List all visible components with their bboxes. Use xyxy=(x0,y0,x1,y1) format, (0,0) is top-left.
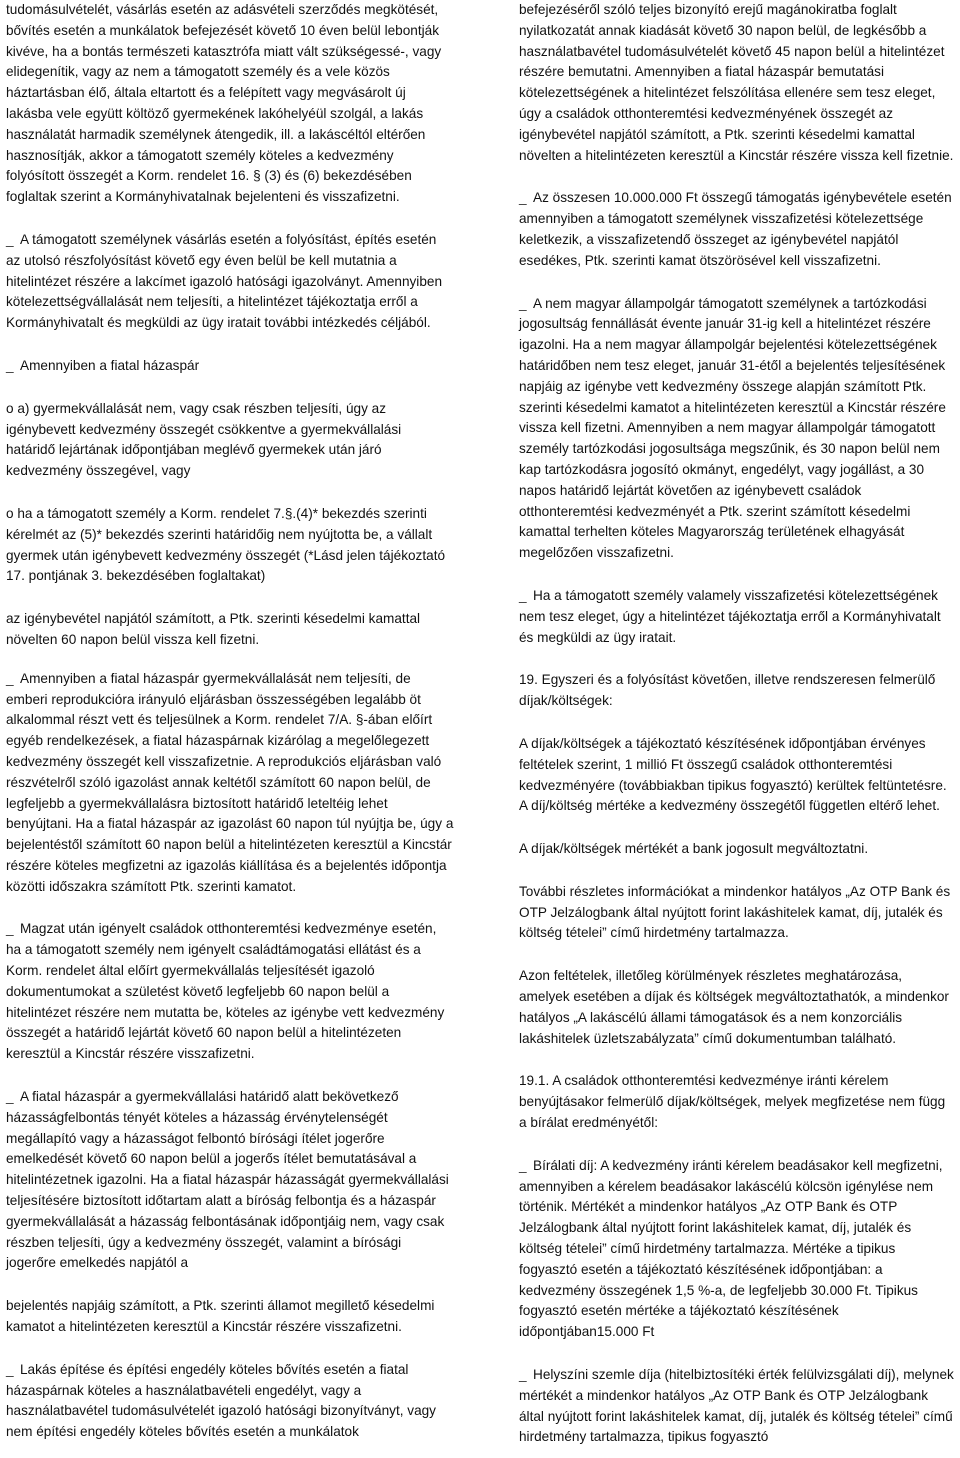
paragraph-text: Helyszíni szemle díja (hitelbiztosítéki érték felülvizsgálati díj), melynek mértékét a mindenkor hatályos „Az OTP Bank és OTP Jelzálogbank által nyújtott forint lakáshitelek kamat, díj, jutalék és költség tételei” című hirdetmény tartalmazza, tipikus fogyasztó xyxy=(519,1367,954,1445)
dash-paragraph xyxy=(6,1087,454,1274)
paragraph: o a) gyermekvállalását nem, vagy csak részben teljesíti, úgy az igénybevett kedvezmény összegét csökkentve a gyermekvállalási határidő lejártának időpontjában meglévő gyermekek után járó kedvezmény összegével, vagy xyxy=(6,400,402,479)
right-column xyxy=(519,0,955,1448)
dash-paragraph xyxy=(6,1360,454,1443)
dash-paragraph xyxy=(519,586,955,648)
paragraph: Azon feltételek, illetőleg körülmények részletes meghatározása, amelyek esetében a díjak és költségek megváltoztathatók, a mindenkor hatályos „A lakáscélú állami támogatások és a nem konzorciális lakáshitelek üzletszabályzata” című dokumentumban található. xyxy=(519,968,949,1046)
paragraph-text: Bírálati díj: A kedvezmény iránti kérelem beadásakor kell megfizetni, amennyiben a kérelem beadásakor lakáscélú kölcsön igénylése nem történik. Mértékét a mindenkor hatályos „Az OTP Bank és OTP Jelzálogbank által nyújtott forint lakáshitelek kamat, díj, jutalék és költség tételei” című hirdetmény tartalmazza. Mértéke a tipikus fogyasztó esetén a tájékoztató készítésének időpontjában: a kedvezmény összegének 1,5 %-a, de legfeljebb 30.000 Ft. Tipikus fogyasztó esetén mértéke a tájékoztató készítésének időpontjában15.000 Ft xyxy=(519,1157,943,1340)
dash-paragraph xyxy=(6,230,454,334)
section-heading: 19. Egyszeri és a folyósítást követően, illetve rendszeresen felmerülő díjak/költségek: xyxy=(519,672,936,709)
paragraph: tudomásulvételét, vásárlás esetén az adásvételi szerződés megkötését, bővítés esetén a munkálatok befejezését követő 10 éven belül lebontják kivéve, ha a bontás természeti katasztrófa miatt vált szükségessé-, vagy elidegenítik, vagy az nem a támogatott személy és a vele közös háztartásban élő, általa eltartott és a felépített vagy megvásárolt új lakásba vele együtt költöző gyermekének lakóhelyéül szolgál, a lakás használatát harmadik személynek átengedik, ill. a lakáscéltól eltérően hasznosítják, akkor a támogatott személy köteles a kedvezmény folyósított összegét a Korm. rendelet 16. § (3) és (6) bekezdésében foglaltak szerint a Kormányhivatalnak bejelenteni és visszafizetni. xyxy=(6,2,442,205)
dash-paragraph xyxy=(6,669,454,898)
dash-marker: _ xyxy=(6,231,14,247)
paragraph-text: Amennyiben a fiatal házaspár gyermekvállalását nem teljesíti, de emberi reprodukcióra irányuló eljárásban összességében legalább öt alkalommal részt vett és teljesülnek a Korm. rendelet 7/A. §-ában előírt egyéb rendelkezések, a fiatal házaspárnak kizárólag a megelőlegezett kedvezmény összegét kell visszafizetnie. A reprodukciós eljárásban való részvételről szóló igazolást annak keltétől számított 60 napon belül, de legfeljebb a gyermekvállalásra biztosított határidő leteltéig lehet benyújtani. Ha a fiatal házaspár az igazolást 60 napon túl nyújtja be, úgy a bejelentéstől számított 60 napon belül a hitelintézeten keresztül a Kincstár részére köteles megfizetni az igazolás kiállítása és a bejelentés időpontja közötti időszakra számított Ptk. szerinti kamatot. xyxy=(6,670,454,894)
paragraph: A díjak/költségek mértékét a bank jogosult megváltoztatni. xyxy=(519,841,869,857)
paragraph: bejelentés napjáig számított, a Ptk. szerinti államot megillető késedelmi kamatot a hitelintézeten keresztül a Kincstár részére visszafizetni. xyxy=(6,1298,435,1335)
paragraph-text: Magzat után igényelt családok otthonteremtési kedvezménye esetén, ha a támogatott személy nem igényelt családtámogatási ellátást és a Korm. rendelet által előírt gyermekvállalás teljesítését igazoló dokumentumokat a születést követő legfeljebb 60 napon belül a hitelintézet részére nem mutatta be, köteles az igénybe vett kedvezmény összegét a határidő lejártát követő 60 napon belül a hitelintézeten keresztül a Kincstár részére visszafizetni. xyxy=(6,921,445,1062)
dash-paragraph xyxy=(519,294,955,564)
dash-marker: _ xyxy=(519,295,527,311)
paragraph-text: A támogatott személynek vásárlás esetén a folyósítást, építés esetén az utolsó részfolyósítást követő egy éven belül be kell mutatnia a hitelintézet részére a lakcímet igazoló hatósági igazolványt. Amennyiben kötelezettségvállalását nem teljesíti, a hitelintézet tájékoztatja erről a Kormányhivatalt és megküldi az ügy iratait további intézkedés céljából. xyxy=(6,231,443,331)
dash-marker: _ xyxy=(519,1157,527,1173)
dash-paragraph xyxy=(519,188,955,271)
paragraph-text: Ha a támogatott személy valamely visszafizetési kötelezettségének nem tesz eleget, úgy a hitelintézet tájékoztatja erről a Kormányhivatalt és megküldi az ügy iratait. xyxy=(519,587,941,645)
dash-marker: _ xyxy=(6,1089,14,1105)
dash-marker: _ xyxy=(519,1367,527,1383)
section-heading: 19.1. A családok otthonteremtési kedvezménye iránti kérelem benyújtásakor felmerülő díjak/költségek, melyek megfizetése nem függ a bírálat eredményétől: xyxy=(519,1073,946,1131)
dash-marker: _ xyxy=(519,190,527,206)
paragraph: befejezéséről szóló teljes bizonyító erejű magánokiratba foglalt nyilatkozatát annak kiadását követő 30 napon belül, de legkésőbb a használatbavétel tudomásulvételét követő 45 napon belül a hitelintézet részére bemutatni. Amennyiben a fiatal házaspár bemutatási kötelezettségének a hitelintézet felszólítása ellenére sem tesz eleget, úgy a családok otthonteremtési kedvezményének összegét az igénybevétel napjától számított, a Ptk. szerinti késedelmi kamattal növelten a hitelintézeten keresztül a Kincstár részére vissza kell fizetnie. xyxy=(519,2,954,163)
left-column xyxy=(6,0,454,1443)
dash-marker: _ xyxy=(6,357,14,373)
dash-paragraph xyxy=(6,919,454,1065)
paragraph-text: Lakás építése és építési engedély köteles bővítés esetén a fiatal házaspárnak köteles a használatbavételi engedélyt, vagy a használatbavétel tudomásulvételét igazoló hatósági bizonyítványt, vagy nem építési engedély köteles bővítés esetén a munkálatok xyxy=(6,1361,436,1440)
paragraph: A díjak/költségek a tájékoztató készítésének időpontjában érvényes feltételek szerint, 1 millió Ft összegű családok otthonteremtési kedvezményére (továbbiakban tipikus fogyasztó) kerültek feltüntetésre. A díj/költség mértéke a kedvezmény összegétől független eltérő lehet. xyxy=(519,735,947,814)
dash-marker: _ xyxy=(6,670,14,686)
dash-marker: _ xyxy=(6,1361,14,1377)
paragraph-text: A fiatal házaspár a gyermekvállalási határidő alatt bekövetkező házasságfelbontás tényét köteles a házasság érvénytelenségét megállapító vagy a házasságot felbontó bírósági ítélet jogerőre emelkedését követő 60 napon belül a jogerős ítélet bemutatásával a hitelintézetnek igazolni. Ha a fiatal házaspár házasságát gyermekvállalási teljesítésére biztosított időtartam alatt a bíróság felbontja és a házaspár gyermekvállalását a házasság felbontásának időpontjáig nem, vagy csak részben teljesíti, úgy a kedvezmény összegét, valamint a bírósági jogerőre emelkedés napjától a xyxy=(6,1089,449,1271)
paragraph-text: A nem magyar állampolgár támogatott személynek a tartózkodási jogosultság fennállását évente január 31-ig kell a hitelintézet részére igazolni. Ha a nem magyar állampolgár bejelentési kötelezettségének határidőben nem tesz eleget, január 31-étől a bejelentés teljesítésének napjáig az igénybe vett kedvezmény összege alapján számított Ptk. szerinti késedelmi kamatot a hitelintézeten keresztül a Kincstár részére vissza kell fizetni. Amennyiben a nem magyar állampolgár támogatott személy tartózkodási jogosultsága megszűnik, és 30 napon belül nem kap tartózkodásra jogosító okmányt, engedélyt, vagy jogállást, a 30 napos határidő lejártát követően az igénybevett családok otthonteremtési kedvezményét a Ptk. szerint számított késedelmi kamattal terhelten köteles Magyarország területének elhagyását megelőzően visszafizetni. xyxy=(519,295,946,561)
dash-marker: _ xyxy=(6,921,14,937)
paragraph-text: Amennyiben a fiatal házaspár xyxy=(20,357,200,373)
paragraph: o ha a támogatott személy a Korm. rendelet 7.§.(4)* bekezdés szerinti kérelmét az (5)* bekezdés szerinti határidőig nem nyújtotta be, a vállalt gyermek után igénybevett kedvezmény összegét (*Lásd jelen tájékoztató 17. pontjának 3. bekezdésében foglaltakat) xyxy=(6,505,446,584)
dash-paragraph xyxy=(6,356,454,377)
dash-paragraph xyxy=(519,1156,955,1343)
paragraph: További részletes információkat a mindenkor hatályos „Az OTP Bank és OTP Jelzálogbank által nyújtott forint lakáshitelek kamat, díj, jutalék és költség tételei” című hirdetmény tartalmazza. xyxy=(519,883,951,941)
paragraph: az igénybevétel napjától számított, a Ptk. szerinti késedelmi kamattal növelten 60 napon belül vissza kell fizetni. xyxy=(6,611,421,647)
dash-paragraph xyxy=(519,1365,955,1448)
paragraph-text: Az összesen 10.000.000 Ft összegű támogatás igénybevétele esetén amennyiben a támogatott személynek visszafizetési kötelezettsége keletkezik, a visszafizetendő összeget az igénybevétel napjától esedékes, Ptk. szerinti kamat ötszörösével kell visszafizetni. xyxy=(519,190,952,268)
dash-marker: _ xyxy=(519,587,527,603)
